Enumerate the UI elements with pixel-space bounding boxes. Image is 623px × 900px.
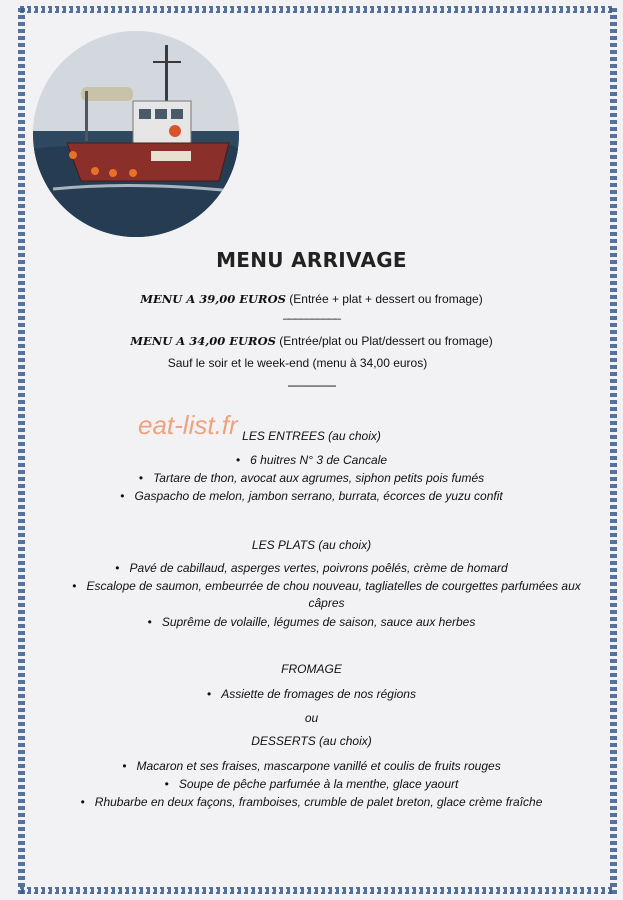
separator-underline: __________ bbox=[283, 306, 340, 320]
bullet-icon: • bbox=[235, 453, 241, 467]
list-item: • 6 huitres N° 3 de Cancale bbox=[235, 453, 388, 467]
bullet-icon: • bbox=[120, 489, 125, 503]
offer-39-desc: (Entrée + plat + dessert ou fromage) bbox=[289, 292, 483, 306]
fishing-boat-illustration bbox=[33, 31, 239, 237]
fromage-heading: FROMAGE bbox=[281, 662, 342, 676]
frame-top-border bbox=[20, 6, 615, 13]
offer-34-name: MENU A 34,00 EUROS bbox=[130, 334, 276, 348]
list-item: • Gaspacho de melon, jambon serrano, burrata, écorces de yuzu confit bbox=[120, 489, 503, 503]
eat-list-watermark: eat-list.fr bbox=[138, 410, 238, 440]
bullet-icon: • bbox=[147, 615, 152, 629]
offer-39 bbox=[0, 292, 623, 306]
frame-bottom-border bbox=[20, 887, 615, 894]
separator-dashes: ---------------- bbox=[287, 378, 336, 392]
bullet-icon: • bbox=[138, 471, 144, 485]
list-item: • Soupe de pêche parfumée à la menthe, glace yaourt bbox=[164, 777, 459, 791]
list-item: • Rhubarbe en deux façons, framboises, crumble de palet breton, glace crème fraîche bbox=[80, 795, 543, 809]
bullet-icon: • bbox=[122, 759, 127, 773]
bullet-icon: • bbox=[164, 777, 169, 791]
bullet-icon: • bbox=[207, 687, 212, 701]
offer-34 bbox=[0, 334, 623, 348]
plats-heading: LES PLATS (au choix) bbox=[251, 538, 372, 552]
or-separator: ou bbox=[304, 711, 319, 725]
list-item: • Tartare de thon, avocat aux agrumes, siphon petits pois fumés bbox=[138, 471, 485, 485]
frame-left-border bbox=[18, 8, 25, 894]
bullet-icon: • bbox=[80, 795, 85, 809]
list-item: • Suprême de volaille, légumes de saison, sauce aux herbes bbox=[147, 615, 476, 629]
list-item: • Escalope de saumon, embeurrée de chou nouveau, tagliatelles de courgettes parfumées aux câpres bbox=[72, 579, 581, 610]
list-item: • Assiette de fromages de nos régions bbox=[207, 687, 416, 701]
desserts-heading: DESSERTS (au choix) bbox=[251, 734, 372, 748]
bullet-icon: • bbox=[72, 579, 77, 593]
frame-right-border bbox=[610, 8, 617, 894]
menu-title: MENU ARRIVAGE bbox=[216, 248, 407, 272]
list-item: • Pavé de cabillaud, asperges vertes, poivrons poêlés, crème de homard bbox=[115, 561, 508, 575]
offer-39-name: MENU A 39,00 EUROS bbox=[140, 292, 286, 306]
bullet-icon: • bbox=[115, 561, 120, 575]
offer-34-desc: (Entrée/plat ou Plat/dessert ou fromage) bbox=[279, 334, 493, 348]
evening-weekend-note: Sauf le soir et le week-end (menu à 34,00 euros) bbox=[167, 356, 428, 370]
fishing-boat-photo bbox=[33, 31, 239, 237]
entrees-heading: LES ENTREES (au choix) bbox=[242, 429, 381, 443]
list-item: • Macaron et ses fraises, mascarpone vanillé et coulis de fruits rouges bbox=[122, 759, 501, 773]
